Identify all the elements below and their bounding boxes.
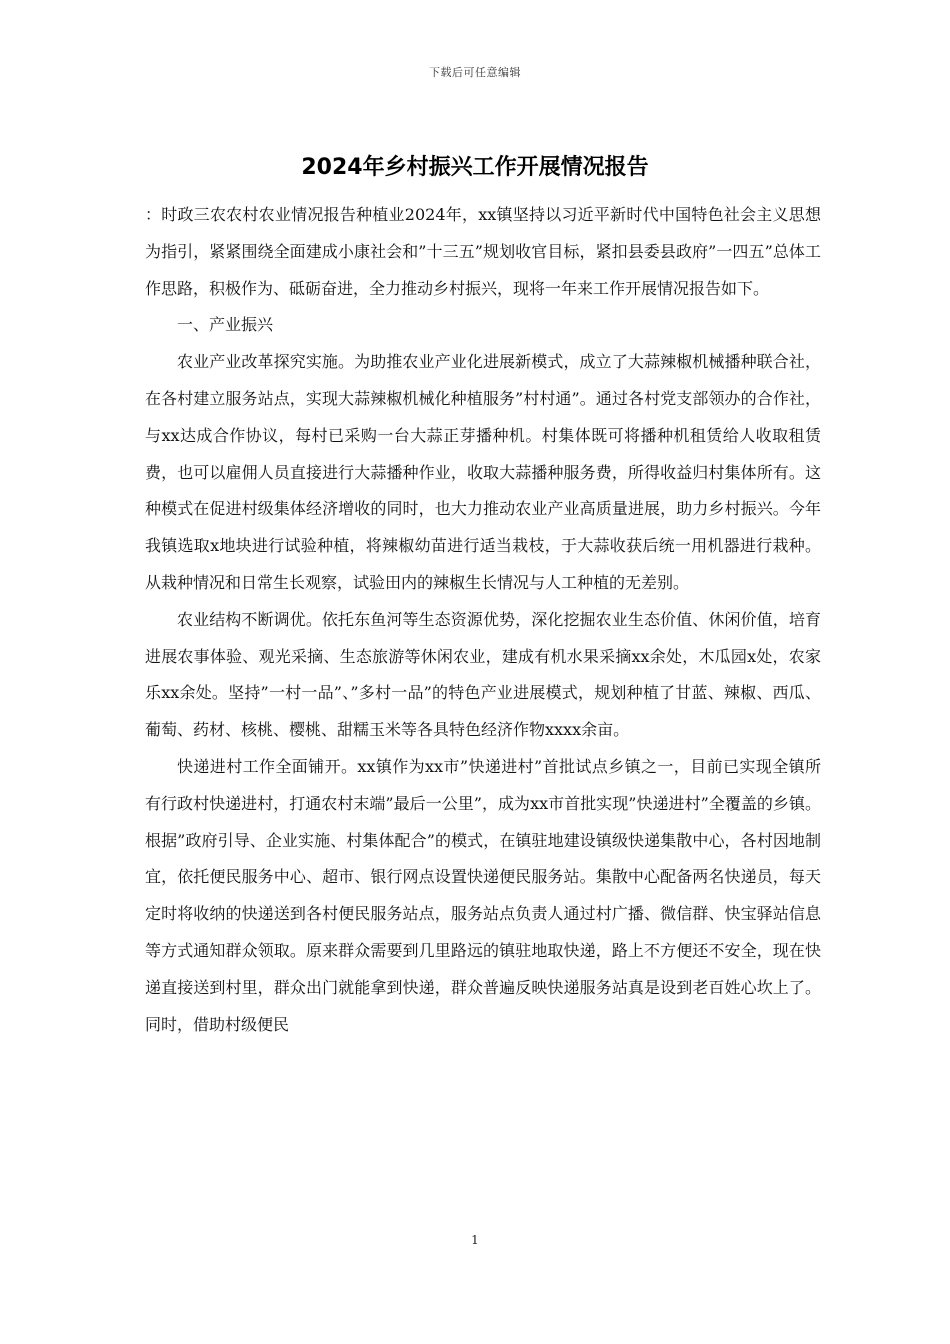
- paragraph-express-delivery: 快递进村工作全面铺开。xx镇作为xx市”快递进村”首批试点乡镇之一，目前已实现全镇所有行政村快递进村，打通农村末端”最后一公里”，成为xx市首批实现”快递进村”全覆盖的乡镇。根据”政府引导、企业实施、村集体配合”的模式，在镇驻地建设镇级快递集散中心，各村因地制宜，依托便民服务中心、超市、银行网点设置快递便民服务站。集散中心配备两名快递员，每天定时将收纳的快递送到各村便民服务站点，服务站点负责人通过村广播、微信群、快宝驿站信息等方式通知群众领取。原来群众需要到几里路远的镇驻地取快递，路上不方便还不安全，现在快递直接送到村里，群众出门就能拿到快递，群众普遍反映快递服务站真是设到老百姓心坎上了。同时，借助村级便民: [145, 756, 821, 1034]
- paragraph-agri-reform: 农业产业改革探究实施。为助推农业产业化进展新模式，成立了大蒜辣椒机械播种联合社，在各村建立服务站点，实现大蒜辣椒机械化种植服务”村村通”。通过各村党支部领办的合作社，与xx达成合作协议，每村已采购一台大蒜正芽播种机。村集体既可将播种机租赁给人收取租赁费，也可以雇佣人员直接进行大蒜播种作业，收取大蒜播种服务费，所得收益归村集体所有。这种模式在促进村级集体经济增收的同时，也大力推动农业产业高质量进展，助力乡村振兴。今年我镇选取x地块进行试验种植，将辣椒幼苗进行适当栽枝，于大蒜收获后统一用机器进行栽种。从栽种情况和日常生长观察，试验田内的辣椒生长情况与人工种植的无差别。: [145, 352, 821, 592]
- document-title: 2024年乡村振兴工作开展情况报告: [301, 155, 649, 180]
- intro-paragraph: ：时政三农农村农业情况报告种植业2024年，xx镇坚持以习近平新时代中国特色社会主义思想为指引，紧紧围绕全面建成小康社会和”十三五”规划收官目标，紧扣县委县政府”一四五”总体工作思路，积极作为、砥砺奋进，全力推动乡村振兴，现将一年来工作开展情况报告如下。: [145, 205, 821, 298]
- section-heading-industry: 一、产业振兴: [177, 315, 274, 335]
- page-number: 1: [471, 1233, 479, 1247]
- document-body: [145, 197, 821, 1043]
- paragraph-agri-structure: 农业结构不断调优。依托东鱼河等生态资源优势，深化挖掘农业生态价值、休闲价值，培育进展农事体验、观光采摘、生态旅游等休闲农业，建成有机水果采摘xx余处，木瓜园x处，农家乐xx余处。坚持”一村一品”、”多村一品”的特色产业进展模式，规划种植了甘蓝、辣椒、西瓜、葡萄、药材、核桃、樱桃、甜糯玉米等各具特色经济作物xxxx余亩。: [145, 609, 821, 740]
- header-note: 下载后可任意编辑: [429, 66, 521, 79]
